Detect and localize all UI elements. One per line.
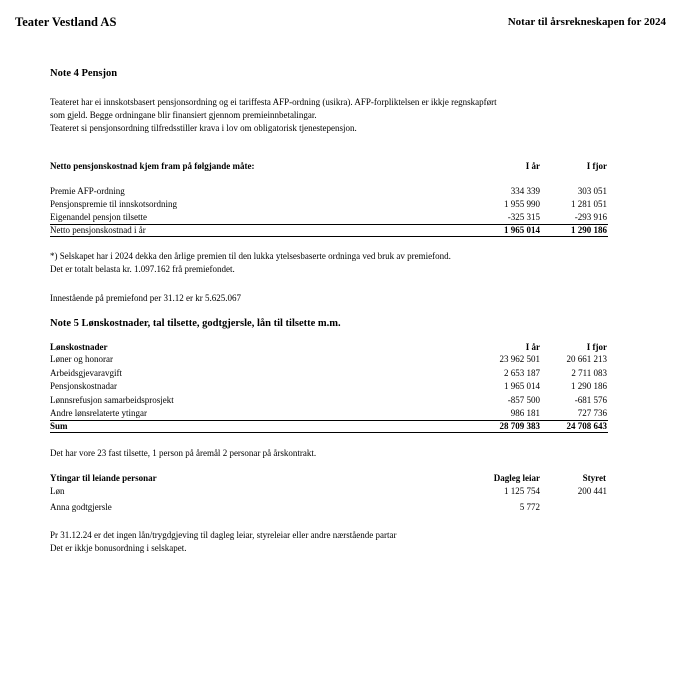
- row-label: Løner og honorar: [50, 354, 113, 364]
- row-current: 23 962 501: [499, 354, 540, 364]
- total-current: 28 709 383: [499, 421, 540, 431]
- document-title: Notar til årsrekneskapen for 2024: [507, 16, 666, 28]
- table-row: [50, 199, 608, 212]
- table-row: [50, 502, 608, 515]
- total-prior: 1 290 186: [571, 225, 607, 235]
- row-current: 1 965 014: [504, 381, 540, 391]
- total-prior: 24 708 643: [566, 421, 607, 431]
- row-current: -857 500: [507, 395, 540, 405]
- note4-title: Note 4 Pensjon: [50, 68, 118, 79]
- closing-line: Det er ikkje bonusordning i selskapet.: [50, 543, 187, 553]
- row-ceo: 5 772: [519, 502, 540, 512]
- row-board: 200 441: [577, 486, 607, 496]
- exec-table-header: [50, 473, 608, 486]
- row-current: 2 653 187: [504, 368, 540, 378]
- note4-paragraph-line: som gjeld. Begge ordningane blir finansiert gjennom premieinnbetalingar.: [50, 110, 317, 120]
- note5-table-heading: Lønskostnader: [50, 342, 108, 352]
- table-row: [50, 381, 608, 394]
- note4-table-heading: Netto pensjonskostnad kjem fram på følgjande måte:: [50, 161, 255, 171]
- row-label: Pensjonspremie til innskotsordning: [50, 199, 177, 209]
- col-board: Styret: [582, 473, 606, 483]
- note5-title: Note 5 Lønskostnader, tal tilsette, godtgjersle, lån til tilsette m.m.: [50, 318, 341, 329]
- row-prior: -681 576: [574, 395, 607, 405]
- divider: [50, 236, 608, 237]
- table-row: [50, 395, 608, 408]
- row-prior: 20 661 213: [566, 354, 607, 364]
- row-label: Pensjonskostnadar: [50, 381, 117, 391]
- premium-fund-text: Innestående på premiefond per 31.12 er kr 5.625.067: [50, 293, 241, 303]
- table-row: [50, 186, 608, 199]
- table-row: [50, 354, 608, 367]
- note4-paragraph-line: Teateret si pensjonsordning tilfredsstiller krava i lov om obligatorisk tjenestepensjon.: [50, 123, 357, 133]
- row-label: Eigenandel pensjon tilsette: [50, 212, 147, 222]
- row-current: 986 181: [510, 408, 540, 418]
- total-label: Netto pensjonskostnad i år: [50, 225, 146, 235]
- row-current: 334 339: [510, 186, 540, 196]
- row-prior: 303 051: [577, 186, 607, 196]
- row-prior: 1 281 051: [571, 199, 607, 209]
- total-current: 1 965 014: [504, 225, 540, 235]
- row-current: -325 315: [507, 212, 540, 222]
- row-label: Arbeidsgjevaravgift: [50, 368, 122, 378]
- note4-footnote-line: *) Selskapet har i 2024 dekka den årlige premien til den lukka ytelsesbaserte ordninga ved bruk av premiefond.: [50, 251, 451, 261]
- exec-table-heading: Ytingar til leiande personar: [50, 473, 157, 483]
- row-ceo: 1 125 754: [504, 486, 540, 496]
- total-label: Sum: [50, 421, 68, 431]
- col-current-year: I år: [525, 342, 540, 352]
- row-prior: 727 736: [577, 408, 607, 418]
- table-row: [50, 368, 608, 381]
- row-prior: 2 711 083: [571, 368, 607, 378]
- row-label: Løn: [50, 486, 65, 496]
- row-label: Andre lønsrelaterte ytingar: [50, 408, 147, 418]
- divider: [50, 432, 608, 433]
- row-label: Anna godtgjersle: [50, 502, 112, 512]
- col-current-year: I år: [525, 161, 540, 171]
- note4-paragraph-line: Teateret har ei innskotsbasert pensjonsordning og ei tariffesta AFP-ordning (usikra). AFP-forpliktelsen er ikkje regnskapført: [50, 97, 497, 107]
- row-current: 1 955 990: [504, 199, 540, 209]
- row-label: Lønnsrefusjon samarbeidsprosjekt: [50, 395, 174, 405]
- col-prior-year: I fjor: [586, 342, 607, 352]
- table-row: [50, 486, 608, 499]
- closing-line: Pr 31.12.24 er det ingen lån/trygdgjeving til dagleg leiar, styreleiar eller andre nærstående partar: [50, 530, 397, 540]
- note4-footnote-line: Det er totalt belasta kr. 1.097.162 frå premiefondet.: [50, 264, 235, 274]
- col-ceo: Dagleg leiar: [493, 473, 540, 483]
- col-prior-year: I fjor: [586, 161, 607, 171]
- row-prior: -293 916: [574, 212, 607, 222]
- note4-table-header: [50, 161, 608, 174]
- company-name: Teater Vestland AS: [15, 15, 117, 29]
- row-label: Premie AFP-ordning: [50, 186, 125, 196]
- row-prior: 1 290 186: [571, 381, 607, 391]
- staff-count-text: Det har vore 23 fast tilsette, 1 person på åremål 2 personar på årskontrakt.: [50, 448, 317, 458]
